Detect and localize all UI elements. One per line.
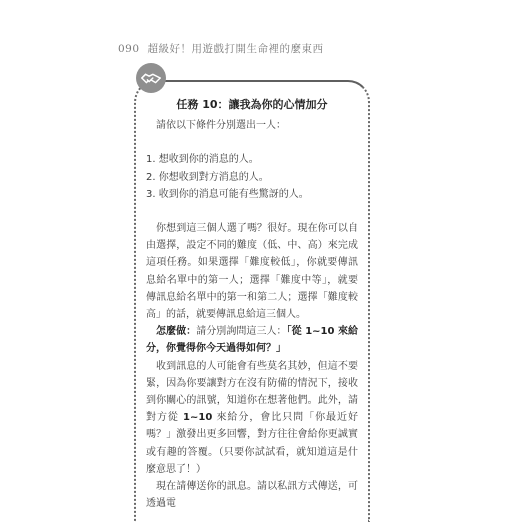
task-title: 任務 10：讓我為你的心情加分 — [176, 98, 328, 111]
para2-text-a: 收到訊息的人可能會有些莫名其妙，但這不要緊，因為你要讓對方在沒有防備的情況下，接收到你關心的訊號，知道你在想著他們。此外，請對方從 — [146, 360, 358, 424]
task-content — [146, 96, 358, 512]
paragraph-difficulty: 你想到這三個人選了嗎？很好。現在你可以自由選擇，設定不同的難度（低、中、高）來完成這項任務。如果選擇「難度較低」，你就要傳訊息給名單中的第一人；選擇「難度中等」，就要傳訊息給名單中的第一和第二人；選擇「難度較高」的話，就要傳訊息給這三個人。 — [146, 223, 358, 321]
list-item: 3. 收到你的消息可能有些驚訝的人。 — [146, 188, 309, 200]
how-text: 請分別詢問這三人： — [196, 326, 287, 338]
how-quote: 「從 1~10 來給分，你覺得你今天過得如何？」 — [146, 326, 359, 355]
para2-text-b: 來給分，會比只問「你最近好嗎？」激發出更多回響，對方往往會給你更誠實或有趣的答覆。（只要你試試看，就知道這是什麼意思了！） — [146, 412, 358, 475]
paragraph-send: 現在請傳送你的訊息。請以私訊方式傳送，可透過電 — [146, 481, 358, 510]
instruction: 請依以下條件分別選出一人： — [156, 120, 286, 132]
list-item: 1. 想收到你的消息的人。 — [146, 154, 259, 166]
paragraph-explanation — [146, 358, 358, 478]
para2-score-range: 1~10 — [183, 412, 213, 424]
how-label: 怎麼做： — [156, 326, 197, 338]
spacer — [146, 134, 358, 151]
running-head — [118, 41, 324, 56]
spacer — [146, 203, 358, 220]
list-item: 2. 你想收到對方消息的人。 — [146, 171, 269, 183]
book-title: 超級好！用遊戲打開生命裡的麼東西 — [147, 43, 324, 55]
page-number: 090 — [118, 43, 140, 55]
handshake-icon — [136, 63, 166, 93]
how-to-paragraph — [146, 323, 358, 357]
